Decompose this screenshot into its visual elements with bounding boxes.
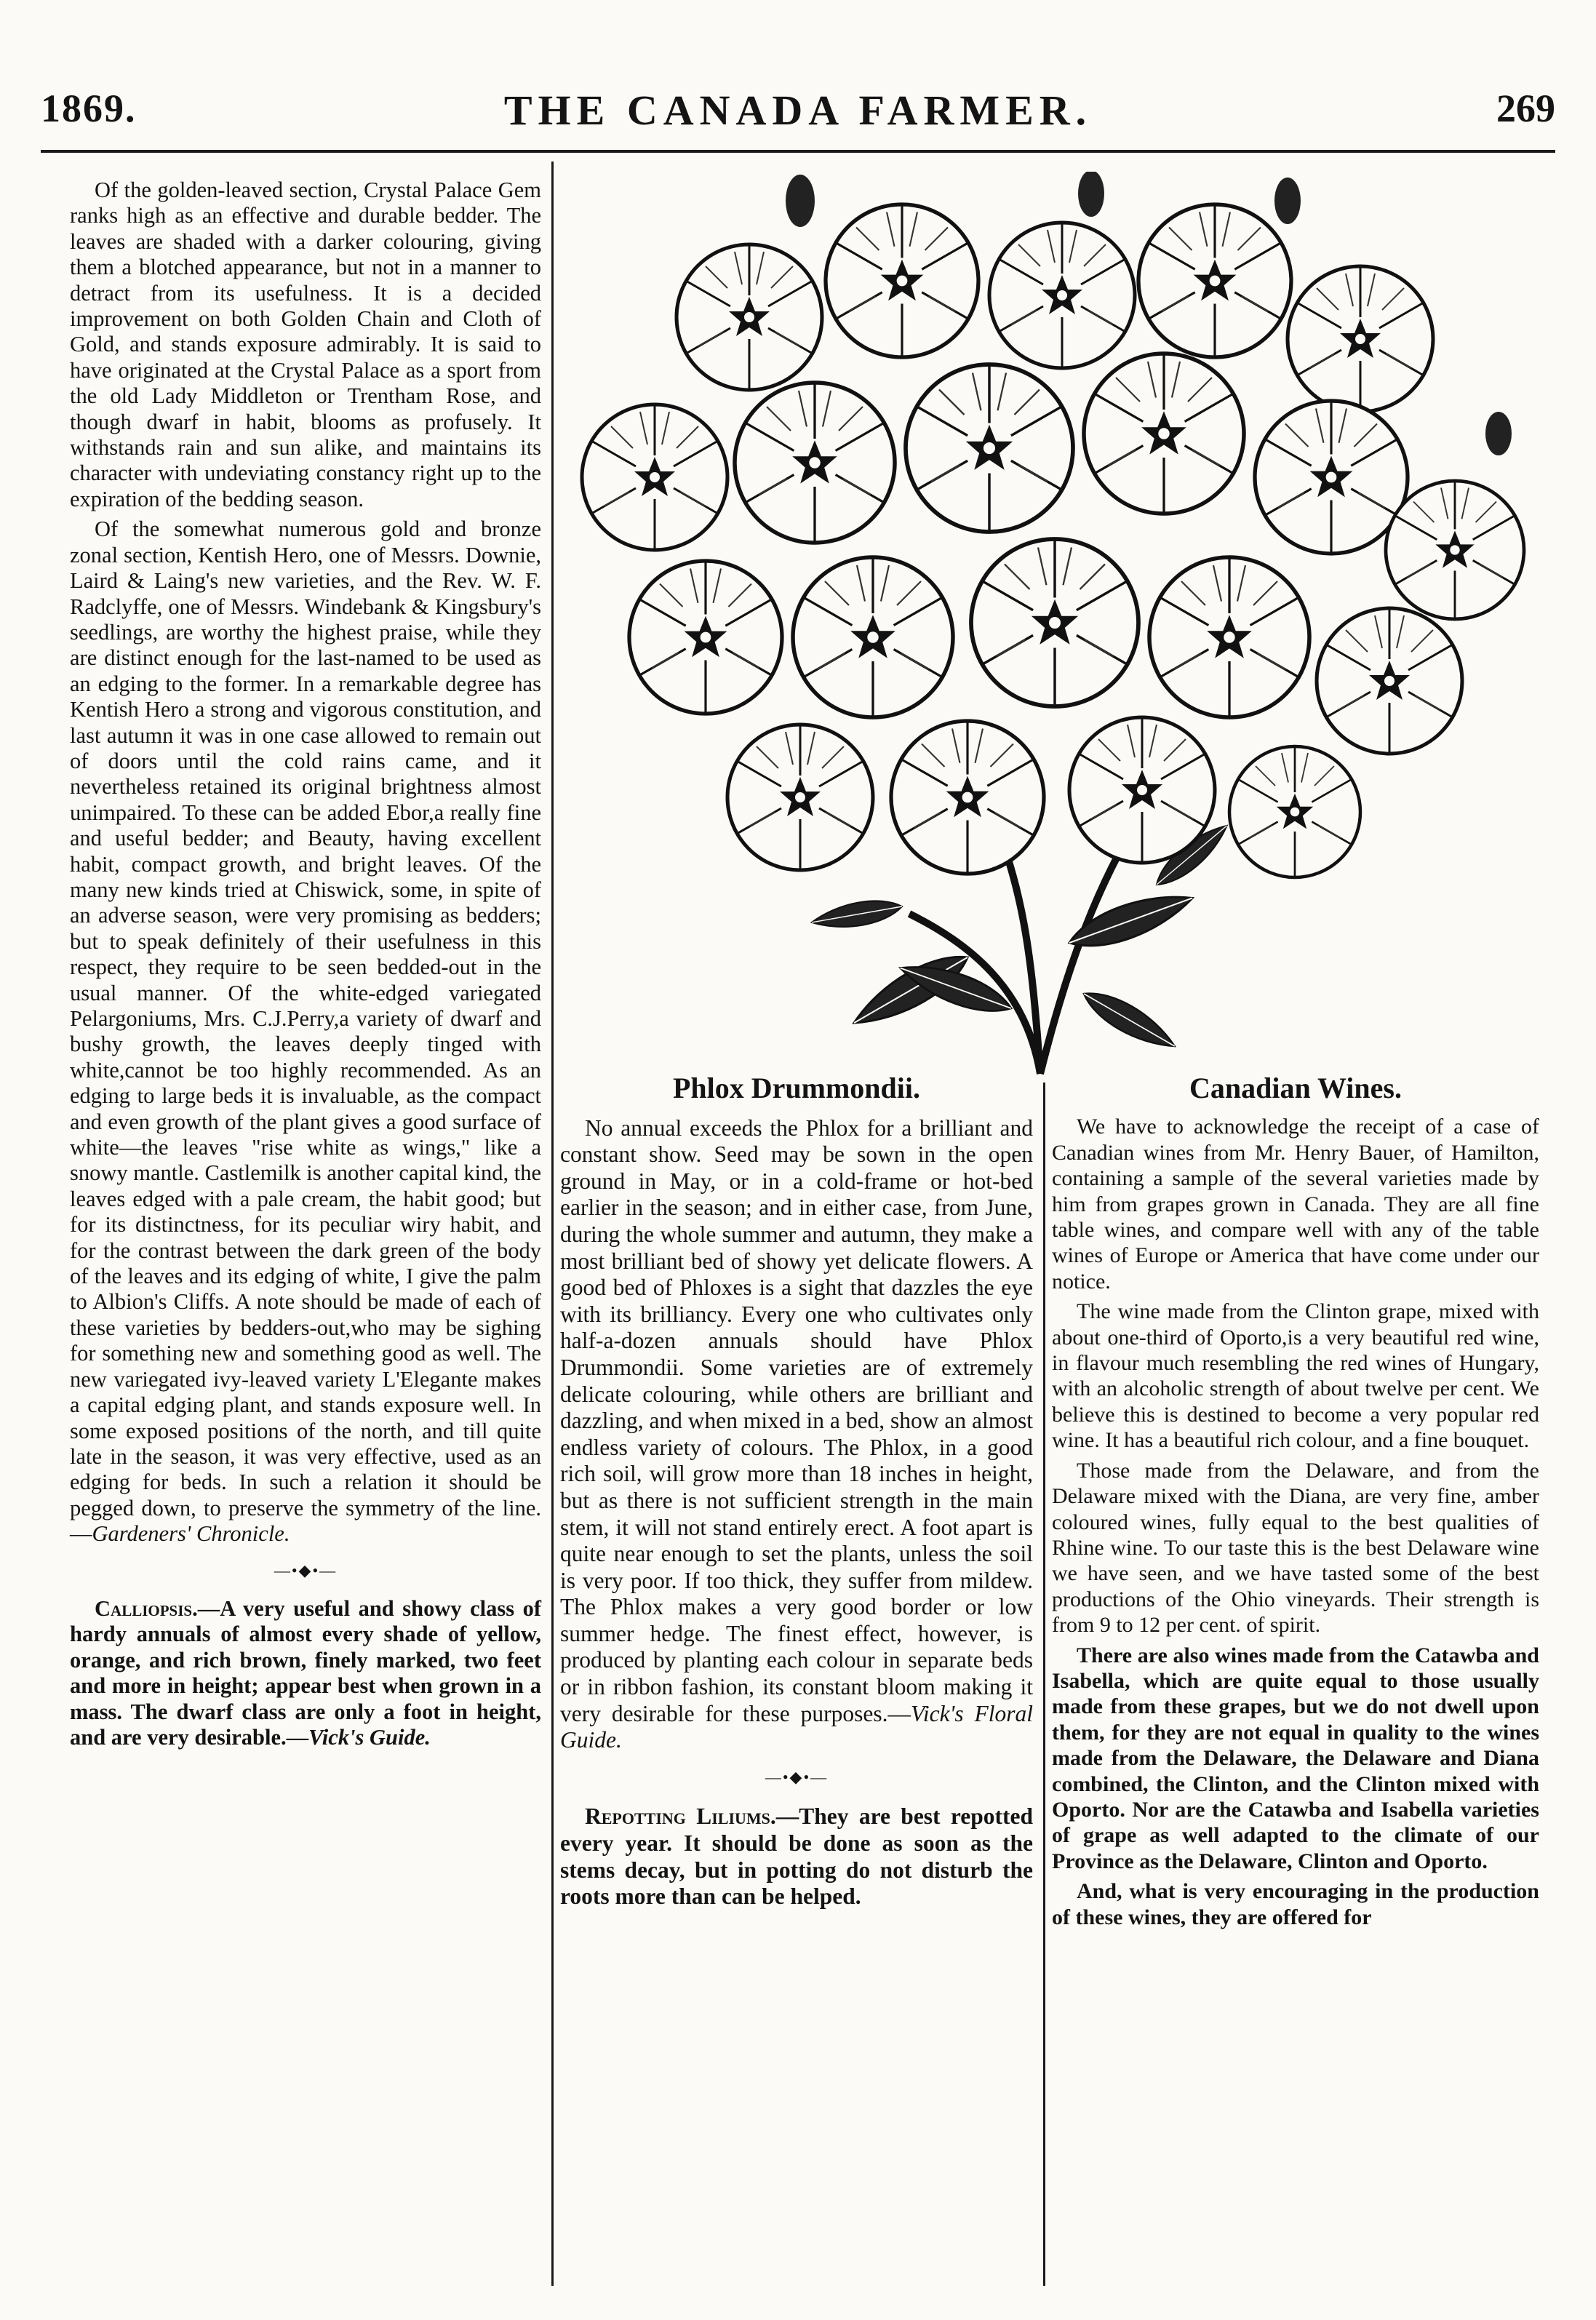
right-column xyxy=(1052,1072,1539,1934)
middle-paragraph-1 xyxy=(560,1115,1033,1754)
left-paragraph-2-source: Gardeners' Chronicle. xyxy=(92,1521,290,1547)
middle-heading: Phlox Drummondii. xyxy=(672,1072,921,1104)
right-paragraph-3: Those made from the Delaware, and from the Delaware mixed with the Diana, are very fine, amber coloured wines, fully equal to the best qualities of Rhine wine. To our taste this is the best Delaware wine we have seen, and we have tasted some of the best productions of the Ohio vineyards. Their strength is from 9 to 12 per cent. of spirit. xyxy=(1052,1458,1539,1638)
middle-paragraph-2 xyxy=(560,1803,1033,1910)
left-paragraph-2-text: Of the somewhat numerous gold and bronze zonal section, Kentish Hero, one of Messrs. Downie, Laird & Laing's new varieties, and the Rev. W. F. Radclyffe, one of Messrs. Windebank & Kingsbury's seedlings, are worthy the highest praise, while they are distinct enough for the last-named to be used as an edging to the former. In a remarkable degree has Kentish Hero a strong and vigorous constitution, and last autumn it was in one case allowed to remain out of doors until the cold rains came, and it nevertheless retained its original brightness almost unimpaired. To these can be added Ebor,a really fine and useful bedder; and Beauty, having excellent habit, compact growth, and bright leaves. Of the many new kinds tried at Chiswick, some, in spite of an adverse season, were very promising as bedders; but to speak definitely of their usefulness in this respect, they require to be seen bedded-out in the usual manner. Of the white-edged variegated Pelargoniums, Mrs. C.J.Perry,a variety of dwarf and bushy growth, the leaves deeply tinged with white,cannot be too highly recommended. As an edging to large beds it is invaluable, as the compact and even growth of the plant gives a good surface of white—the leaves "rise white as wings," like a snowy mantle. Castlemilk is another capital kind, the leaves edged with a pale cream, the habit good; but for its distinctness, for its peculiar wiry habit, and for the contrast between the dark green of the body of the leaves and its edging of white, I give the palm to Albion's Cliffs. A note should be made of each of these varieties by bedders-out,who may be sighing for something new and something good as well. The new variegated ivy-leaved variety L'Elegante makes a capital edging plant, and stands exposure well. In some exposed positions of the north, and till quite late in the season, it was very effective, used as an edging for beds. In such a relation it should be pegged down, to preserve the symmetry of the line.— xyxy=(70,517,541,1547)
phlox-illustration xyxy=(560,172,1542,1081)
column-divider-right xyxy=(1043,1083,1045,2286)
middle-paragraph-1-source: Vick's Floral Guide. xyxy=(560,1700,1033,1753)
right-paragraph-2: The wine made from the Clinton grape, mixed with about one-third of Oporto,is a very beautiful red wine, in flavour much resembling the red wines of Hungary, with an alcoholic strength of about twelve per cent. We believe this is destined to become a very popular red wine. It has a beautiful rich colour, and a fine bouquet. xyxy=(1052,1299,1539,1453)
header-year: 1869. xyxy=(41,87,137,130)
left-paragraph-3-source: Vick's Guide. xyxy=(308,1724,431,1750)
middle-paragraph-1-text: No annual exceeds the Phlox for a brilliant and constant show. Seed may be sown in the open ground in May, or in a cold-frame or hot-bed earlier in the season; and in either case, from June, during the whole summer and autumn, they make a most brilliant bed of showy yet delicate flowers. A good bed of Phloxes is a sight that dazzles the eye with its brilliancy. Every one who cultivates only half-a-dozen annuals should have Phlox Drummondii. Some varieties are of extremely delicate colouring, while others are brilliant and dazzling, and when mixed in a bed, show an almost endless variety of colours. The Phlox, in a good rich soil, will grow more than 18 inches in height, but as there is not sufficient strength in the main stem, it will not stand entirely erect. A foot apart is quite near enough to set the plants, unless the soil is very poor. If too thick, they suffer from mildew. The Phlox makes a very good border or low summer hedge. The finest effect, however, is produced by planting each colour in separate beds or in ribbon fashion, its constant bloom making it very desirable for these purposes.— xyxy=(560,1115,1033,1726)
middle-paragraph-2-text: —They are best repotted every year. It should be done as soon as the stems decay, but in potting do not disturb the roots more than can be helped. xyxy=(560,1803,1033,1910)
phlox-flower-cluster-icon xyxy=(560,172,1542,1081)
left-paragraph-2 xyxy=(70,517,541,1547)
header-rule xyxy=(41,150,1555,153)
middle-ornament-divider: —•◆•— xyxy=(765,1767,829,1786)
header-title: THE CANADA FARMER. xyxy=(503,87,1093,134)
left-paragraph-3-text: —A very useful and showy class of hardy annuals of almost every shade of yellow, orange, and rich brown, finely marked, two feet and more in height; appear best when grown in a mass. The dwarf class are only a foot in height, and are very desirable.— xyxy=(70,1595,541,1750)
column-divider-left xyxy=(551,162,554,2286)
left-paragraph-3 xyxy=(70,1596,541,1750)
left-paragraph-1: Of the golden-leaved section, Crystal Palace Gem ranks high as an effective and durable bedder. The leaves are shaded with a darker colouring, giving them a blotched appearance, but not in a manner to detract from its usefulness. It is a decided improvement on both Golden Chain and Cloth of Gold, and stands exposure admirably. It is said to have originated at the Crystal Palace as a sport from the old Lady Middleton or Trentham Rose, and though dwarf in habit, blooms as profusely. It withstands rain and sun alike, and maintains its character with undeviating constancy right up to the expiration of the bedding season. xyxy=(70,178,541,511)
right-paragraph-1: We have to acknowledge the receipt of a case of Canadian wines from Mr. Henry Bauer, of Hamilton, containing a sample of the several varieties made by him from grapes grown in Canada. They are all fine table wines, and compare well with any of the table wines of Europe or America that have come under our notice. xyxy=(1052,1115,1539,1293)
left-ornament-divider: —•◆•— xyxy=(274,1560,338,1579)
middle-paragraph-2-lead: Repotting Liliums. xyxy=(585,1803,776,1830)
header-page-number: 269 xyxy=(1496,87,1555,130)
right-paragraph-5: And, what is very encouraging in the production of these wines, they are offered for xyxy=(1052,1879,1539,1929)
right-heading: Canadian Wines. xyxy=(1189,1072,1402,1104)
left-paragraph-3-lead: Calliopsis. xyxy=(95,1595,198,1621)
right-paragraph-4: There are also wines made from the Catawba and Isabella, which are quite equal to those usually made from these grapes, but we do not dwell upon them, for they are not equal in quality to the wines made from the Delaware, the Delaware and Diana combined, the Clinton, and the Clinton mixed with Oporto. Nor are the Catawba and Isabella varieties of grape as well adapted to the climate of our Province as the Delaware, Clinton and Oporto. xyxy=(1052,1643,1539,1873)
page-header xyxy=(41,86,1555,144)
left-column xyxy=(70,178,541,1755)
middle-column xyxy=(560,1072,1033,1915)
